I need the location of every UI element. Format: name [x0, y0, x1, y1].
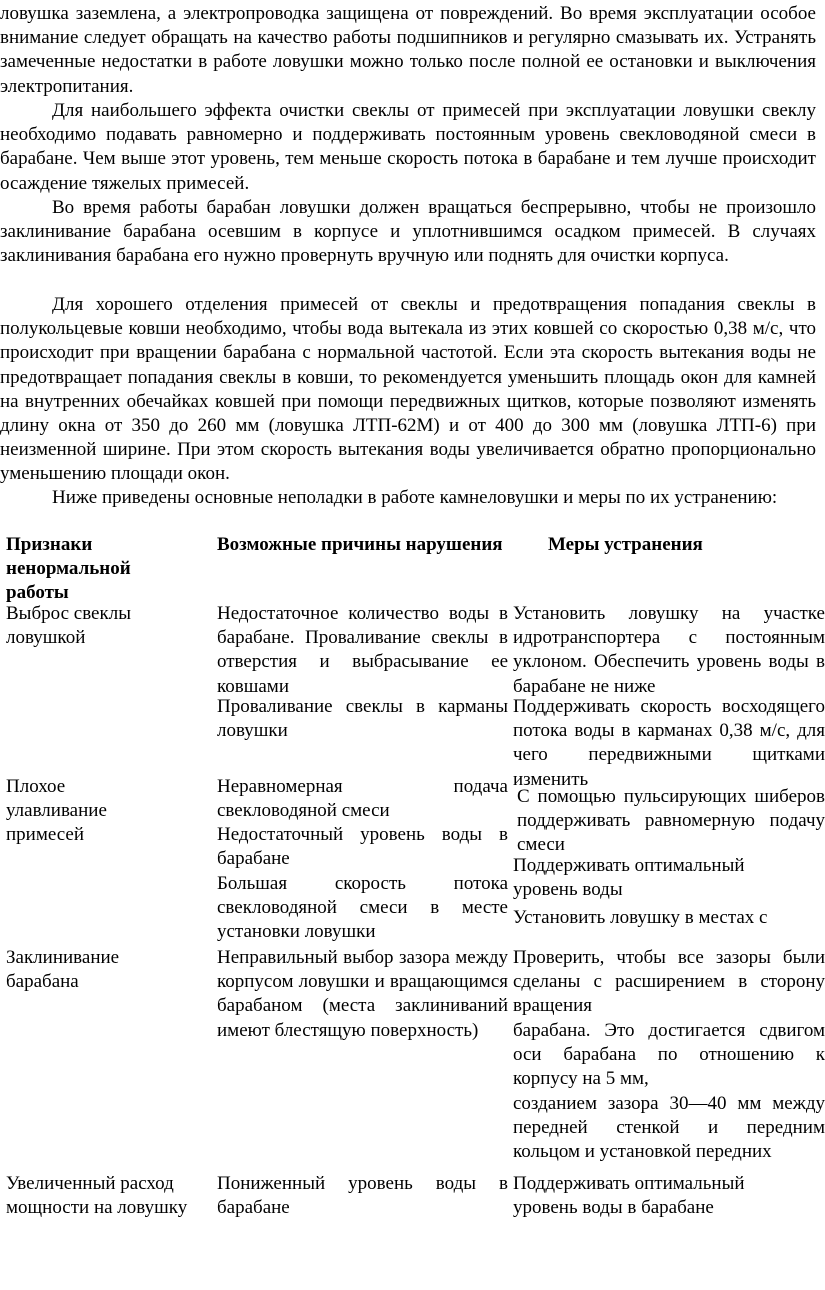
row1-cause-2: Проваливание свеклы в карманы ловушки [217, 696, 508, 742]
row4-cause-1: Пониженный уровень воды в барабане [217, 1173, 508, 1219]
header-signs: Признаки ненормальной работы [6, 534, 131, 604]
paragraph-1: ловушка заземлена, а электропроводка защищена от повреждений. Во время эксплуатации особое внимание следует обращать на качество работы подшипников и регулярно смазывать их. Устранять замеченные недостатки в работе ловушки можно только после полной ее остановки и выключения электропитания. [0, 3, 816, 97]
row1-measure-1: Установить ловушку на участке идротранспортера с постоянным уклоном. Обеспечить уровень воды в барабане не ниже [513, 603, 825, 697]
row4-sign: Увеличенный расход мощности на ловушку [6, 1173, 188, 1219]
row2-cause-2: Недостаточный уровень воды в барабане [217, 824, 508, 870]
row2-cause-1: Неравномерная подача свекловодяной смеси [217, 776, 508, 822]
row2-cause-3: Большая скорость потока свекловодяной смеси в месте установки ловушки [217, 873, 508, 943]
paragraph-4: Для хорошего отделения примесей от свеклы и предотвращения попадания свеклы в полукольцевые ковши необходимо, чтобы вода вытекала из этих ковшей со скоростью 0,38 м/с, что происходит при вращении барабана с нормальной частотой. Если эта скорость вытекания воды не предотвращает попадания свеклы в ковши, то рекомендуется уменьшить площадь окон для камней на внутренних обечайках ковшей при помощи передвижных щитков, которые позволяют изменять длину окна от 350 до 260 мм (ловушка ЛТП-62М) и от 400 до 300 мм (ловушка ЛТП-6) при неизменной ширине. При этом скорость вытекания воды увеличивается обратно пропорционально уменьшению площади окон. [0, 294, 816, 485]
row3-measure-1: Проверить, чтобы все зазоры были сделаны с расширением в сторону вращения [513, 947, 825, 1017]
row1-sign: Выброс свеклы ловушкой [6, 603, 131, 649]
row4-measure-1: Поддерживать оптимальный уровень воды в барабане [513, 1173, 745, 1219]
row2-measure-3: Установить ловушку в местах с [513, 907, 768, 928]
paragraph-2: Для наибольшего эффекта очистки свеклы от примесей при эксплуатации ловушки свеклу необходимо подавать равномерно и поддерживать постоянным уровень свекловодяной смеси в барабане. Чем выше этот уровень, тем меньше скорость потока в барабане и тем лучше происходит осаждение тяжелых примесей. [0, 100, 816, 194]
paragraph-3: Во время работы барабан ловушки должен вращаться беспрерывно, чтобы не произошло заклинивание барабана осевшим в корпусе и уплотнившимся осадком примесей. В случаях заклинивания барабана его нужно провернуть вручную или поднять для очистки корпуса. [0, 197, 816, 267]
row1-measure-2: Поддерживать скорость восходящего потока воды в карманах 0,38 м/с, для чего передвижными щитками изменить [513, 696, 825, 790]
row3-sign: Заклинивание барабана [6, 947, 120, 993]
row3-cause-1: Неправильный выбор зазора между корпусом ловушки и вращающимся барабаном (места заклиниваний имеют блестящую поверхность) [217, 947, 508, 1041]
row3-measure-2: барабана. Это достигается сдвигом оси барабана по отношению к корпусу на 5 мм, [513, 1020, 825, 1090]
row1-cause-1: Недостаточное количество воды в барабане. Проваливание свеклы в отверстия и выбрасывание ее ковшами [217, 603, 508, 697]
header-measures: Меры устранения [548, 534, 703, 555]
row2-measure-1: С помощью пульсирующих шиберов поддерживать равномерную подачу смеси [517, 786, 825, 856]
header-causes: Возможные причины нарушения [217, 534, 503, 555]
row2-sign: Плохое улавливание примесей [6, 776, 107, 846]
row2-measure-2: Поддерживать оптимальный уровень воды [513, 855, 745, 901]
paragraph-5: Ниже приведены основные неполадки в работе камнеловушки и меры по их устранению: [52, 487, 778, 508]
row3-measure-3: созданием зазора 30—40 мм между передней стенкой и передним кольцом и установкой передних [513, 1093, 825, 1163]
